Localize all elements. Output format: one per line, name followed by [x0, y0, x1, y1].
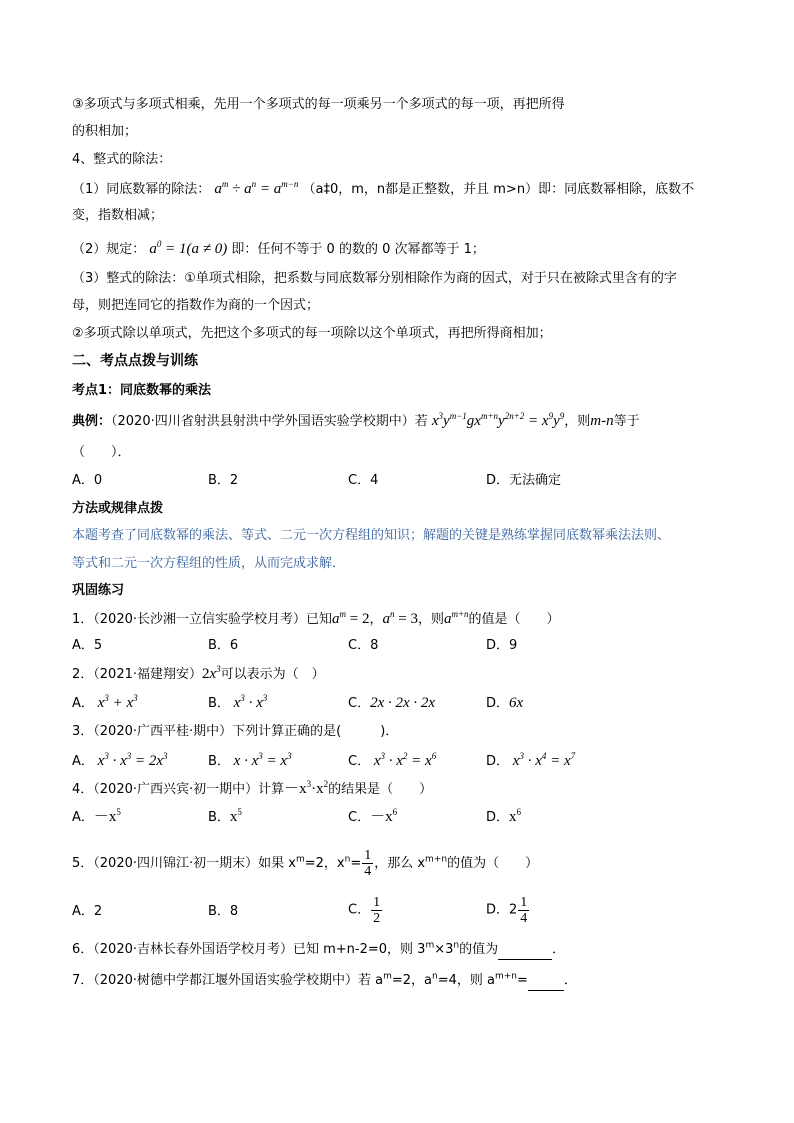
option-c: C．2x · 2x · 2x: [348, 695, 436, 711]
fraction-1-4: $\frac{1}{4}$: [364, 848, 372, 879]
question-1: 1．（2020·长沙湘一立信实验学校月考）已知$a^m = 2$，$a^n = 3$，则$a^{m+n}$的值是（ ）: [72, 609, 560, 627]
option-c: C． $\frac{1}{2}$: [348, 895, 381, 926]
end: 可以表示为（ ）: [220, 667, 325, 682]
formula: $a^0 = 1(a \ne 0)$: [149, 239, 228, 257]
text: =: [517, 973, 528, 988]
text: =: [350, 856, 362, 871]
formula: $a^m \div a^n = a^{m-n}$: [214, 179, 299, 197]
example-question: [72, 412, 640, 431]
text: ．: [563, 973, 577, 988]
sep: ，则: [417, 612, 444, 627]
answer-blank[interactable]: [528, 972, 564, 991]
text: 等于: [613, 414, 640, 429]
text: ，那么 x: [374, 856, 426, 871]
stem: 1．（2020·长沙湘一立信实验学校月考）已知: [72, 612, 332, 627]
method-title: 方法或规律点拨: [72, 501, 164, 516]
division-rule-1-line2: 变，指数相减；: [72, 208, 164, 223]
option-d: D．$x^6$: [486, 807, 522, 825]
option-a: A．$-x^5$: [72, 807, 121, 825]
option-a: A．2: [72, 904, 103, 919]
rule-3-line1: ③多项式与多项式相乘，先用一个多项式的每一项乘另一个多项式的每一项，再把所得: [72, 97, 565, 112]
method-line2: 等式和二元一次方程组的性质，从而完成求解．: [72, 556, 346, 571]
division-rule-3-line2: 母，则把连同它的指数作为商的一个因式；: [72, 298, 320, 313]
question-2: 2．（2021·福建翔安）$2x^3$可以表示为（ ）: [72, 664, 325, 682]
option-a: A．5: [72, 638, 103, 653]
division-rule-1: [72, 180, 694, 199]
label: （1）同底数幂的除法：: [72, 182, 211, 197]
option-d: D．9: [486, 638, 518, 653]
option-c: C．8: [348, 638, 379, 653]
option-b: B．2: [208, 473, 239, 488]
stem: 2．（2021·福建翔安）: [72, 667, 202, 682]
section-title: 二、考点点拨与训练: [72, 353, 198, 369]
text: =2，x: [304, 856, 345, 871]
text: ，则: [564, 414, 591, 429]
division-rule-3-line3: ②多项式除以单项式，先把这个多项式的每一项除以这个单项式，再把所得商相加；: [72, 326, 552, 341]
option-c: C． $x^3 \cdot x^2 = x^6$: [348, 751, 437, 769]
keypoint-title: 考点1：同底数幂的乘法: [72, 383, 212, 398]
end: 的值是（ ）: [468, 612, 560, 627]
end: 的值为（ ）: [447, 856, 539, 871]
option-a: A． $x^3 + x^3$: [72, 693, 138, 711]
stem: 7．（2020·树德中学都江堰外国语实验学校期中）若 a: [72, 973, 384, 988]
question-7: 7．（2020·树德中学都江堰外国语实验学校期中）若 $a^m=2$，$a^n=4$，则 $a^{m+n}=$ ．: [72, 972, 577, 991]
option-d: D．2 $\frac{1}{4}$: [486, 895, 528, 926]
question-4: 4．（2020·广西兴宾·初一期中）计算$-x^3\cdot x^2$的结果是（ ）: [72, 779, 433, 797]
text: ×3: [434, 942, 454, 957]
option-b: B． $x \cdot x^3 = x^3$: [208, 751, 292, 769]
option-c: C．4: [348, 473, 379, 488]
option-c: C．$-x^6$: [348, 807, 398, 825]
sep: ，: [369, 612, 383, 627]
text: ．: [552, 942, 566, 957]
option-d: D． $x^3 \cdot x^4 = x^7$: [486, 751, 576, 769]
text: 即：任何不等于 0 的数的 0 次幂都等于 1；: [231, 242, 485, 257]
stem: 4．（2020·广西兴宾·初一期中）计算: [72, 782, 285, 797]
question-5-options: [72, 895, 732, 929]
question-6: 6．（2020·吉林长春外国语学校月考）已知 m+n-2=0，则 $3^m\times 3^n$的值为 ．: [72, 941, 565, 960]
example-label: 典例：: [72, 414, 112, 429]
text: =4，则 a: [437, 973, 495, 988]
rule-3-line2: 的积相加；: [72, 124, 138, 139]
option-b: B．8: [208, 904, 239, 919]
example-formula: $x^3y^{m-1}gx^{m+n}y^{2n+2} = x^9y^9$: [431, 411, 565, 429]
heading-division: 4、整式的除法：: [72, 152, 172, 167]
option-b: B． $x^3 \cdot x^3$: [208, 693, 268, 711]
text: 的值为: [459, 942, 499, 957]
practice-title: 巩固练习: [72, 583, 125, 598]
example-source: （2020·四川省射洪县射洪中学外国语实验学校期中）若: [111, 414, 428, 429]
option-b: B．$x^5$: [208, 807, 242, 825]
m-minus-n: m-n: [590, 413, 614, 429]
option-d: D．无法确定: [486, 473, 562, 488]
option-a: A．0: [72, 473, 103, 488]
answer-blank[interactable]: [498, 941, 552, 960]
option-b: B．6: [208, 638, 239, 653]
method-line1: 本题考查了同底数幂的乘法、等式、二元一次方程组的知识；解题的关键是熟练掌握同底数幂乘法法则、: [72, 528, 671, 543]
question-5: 5．（2020·四川锦江·初一期末）如果 $x^m=2$，$x^n=$ $\frac{1}{4}$ ，那么 $x^{m+n}$的值为（ ）: [72, 848, 539, 879]
division-rule-2: [72, 240, 485, 259]
option-d: D．6x: [486, 695, 524, 711]
option-a: A． $x^3 \cdot x^3 = 2x^3$: [72, 751, 168, 769]
condition: （a‡0，m，n都是正整数，并且 m>n）即：同底数幂相除，底数不: [302, 182, 695, 197]
text: =2，a: [391, 973, 433, 988]
stem: 6．（2020·吉林长春外国语学校月考）已知 m+n-2=0，则 3: [72, 942, 426, 957]
label: （2）规定：: [72, 242, 146, 257]
division-rule-3-line1: （3）整式的除法：①单项式相除，把系数与同底数幂分别相除作为商的因式，对于只在被除式里含有的字: [72, 271, 677, 286]
example-paren: （ ）．: [72, 445, 131, 460]
question-3: 3．（2020·广西平桂·期中）下列计算正确的是( )．: [72, 724, 399, 739]
stem: 5．（2020·四川锦江·初一期末）如果 x: [72, 856, 296, 871]
end: 的结果是（ ）: [328, 782, 433, 797]
